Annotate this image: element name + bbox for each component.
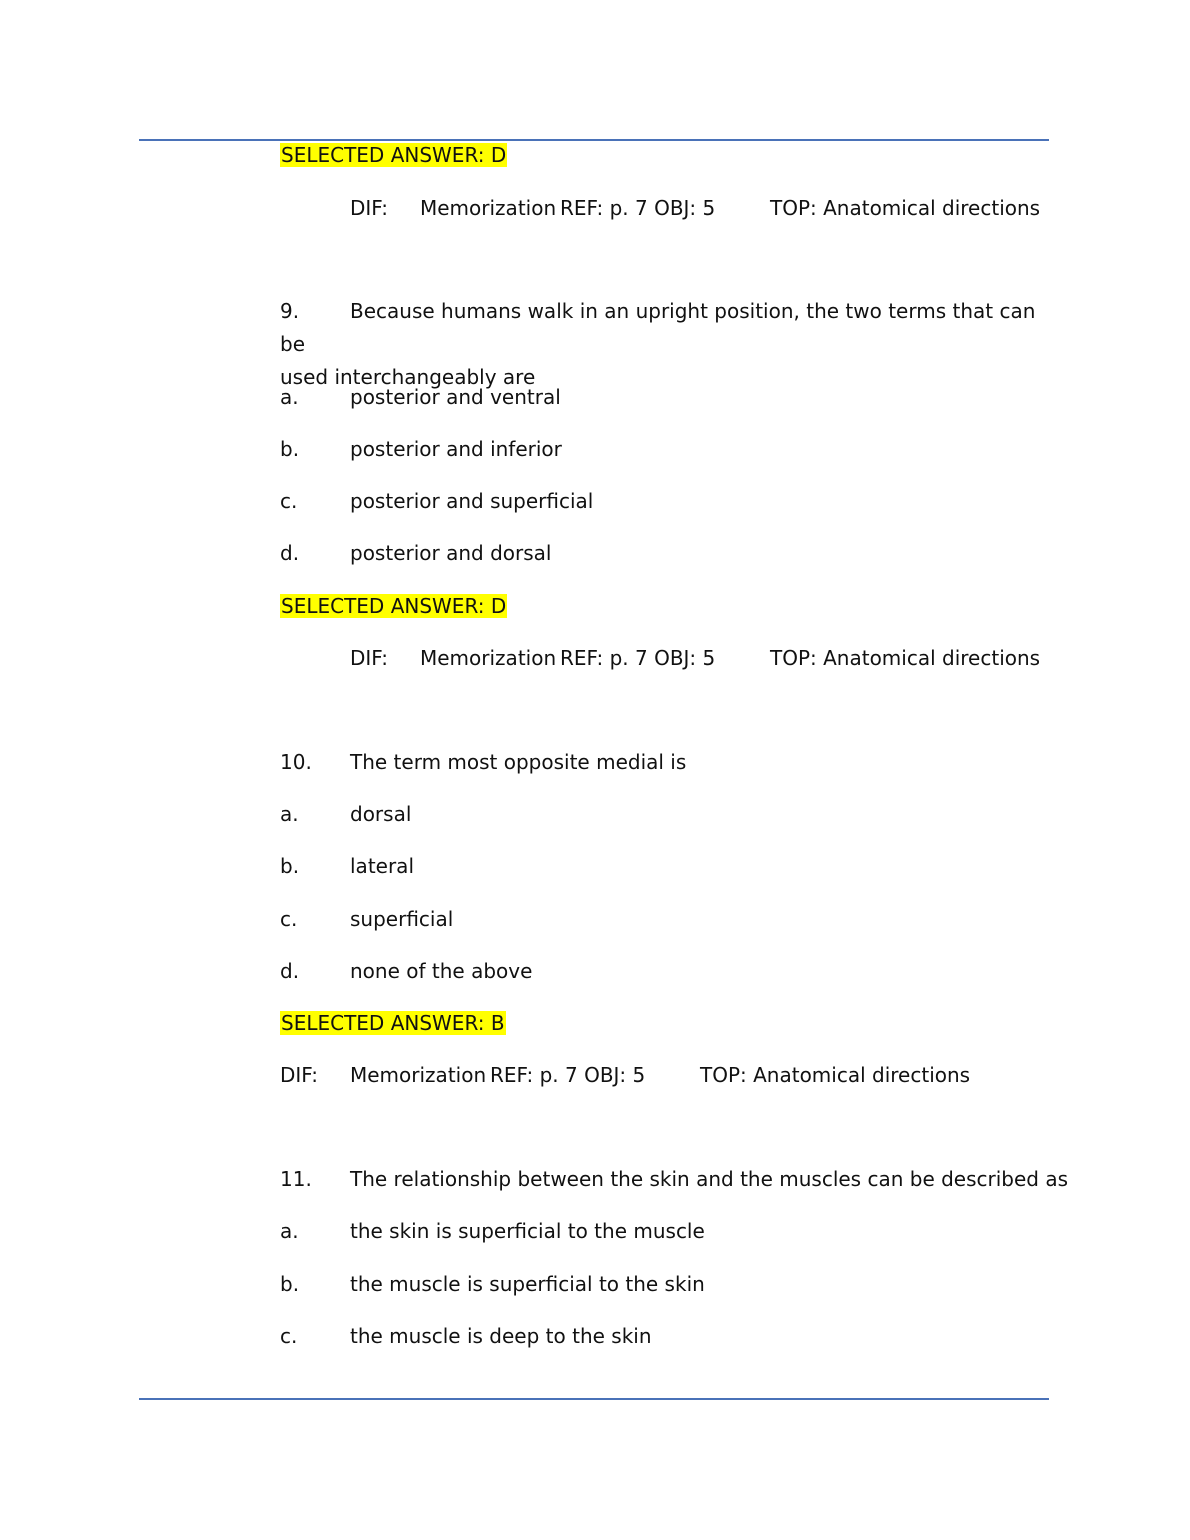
question-stem: 10. The term most opposite medial is [280,750,687,774]
option-item: d. posterior and dorsal [280,541,552,565]
option-item: d. none of the above [280,959,533,983]
option-item: b. lateral [280,854,414,878]
selected-answer: SELECTED ANSWER: B [281,1011,505,1035]
option-item: c. superficial [280,907,454,931]
option-item: c. the muscle is deep to the skin [280,1324,652,1348]
selected-answer: SELECTED ANSWER: D [281,594,507,618]
question-stem: 9. Because humans walk in an upright position, the two terms that can be used interchangeably are [280,299,1036,389]
option-item: b. the muscle is superficial to the skin [280,1272,705,1296]
option-item: c. posterior and superficial [280,489,594,513]
option-item: a. dorsal [280,802,412,826]
footer-rule [139,1398,1049,1400]
question-stem: 11. The relationship between the skin and the muscles can be described as [280,1167,1069,1191]
selected-answer: SELECTED ANSWER: D [281,143,507,167]
header-rule [139,139,1049,141]
option-item: a. the skin is superficial to the muscle [280,1219,705,1243]
option-item: a. posterior and ventral [280,385,561,409]
option-item: b. posterior and inferior [280,437,562,461]
